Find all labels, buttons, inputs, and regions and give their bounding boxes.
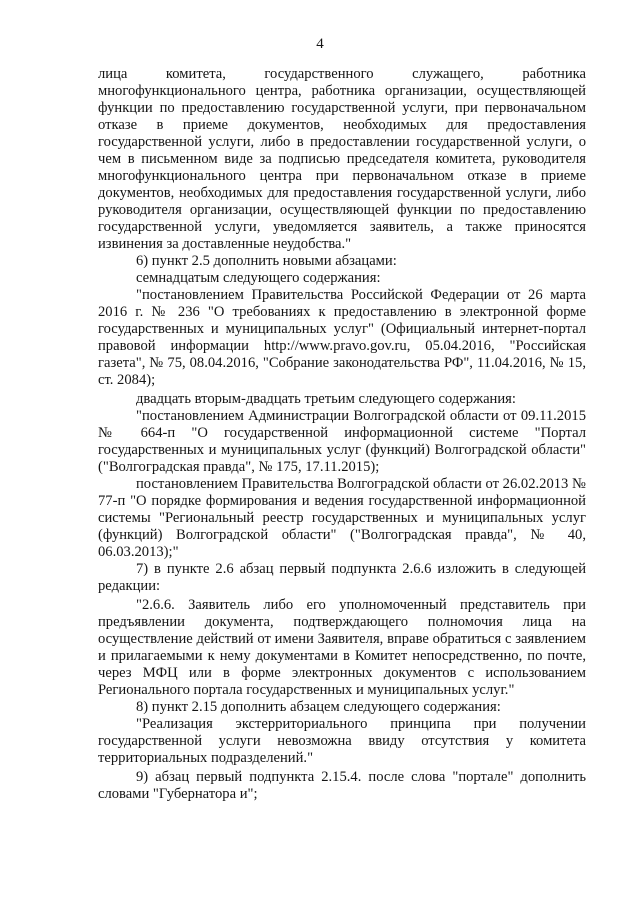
paragraph-item-8: 8) пункт 2.15 дополнить абзацем следующего содержания: bbox=[136, 699, 501, 715]
paragraph-government-decree-77: постановлением Правительства Волгоградской области от 26.02.2013 № 77-п "О порядке формирования и ведения государственной информационной системы "Региональный реестр государственных и муниципальных услуг (функций) Волгоградской области" ("Волгоградская правда", № 40, 06.03.2013);" bbox=[98, 476, 586, 560]
paragraph-continuation: лица комитета, государственного служащего, работника многофункционального центра, работника организации, осуществляющей функции по предоставлению государственной услуги, при первоначальном отказе в приеме документов, необходимых для предоставления государственной услуги, либо в предоставлении государственной услуги, о чем в письменном виде за подписью председателя комитета, руководителя многофункционального центра при первоначальном отказе в приеме документов, необходимых для предоставления государственной услуги, либо руководителя организации, осуществляющей функции по предоставлению государственной услуги, уведомляется заявитель, а также приносятся извинения за доставленные неудобства." bbox=[98, 66, 586, 252]
paragraph-administration-decree-664: "постановлением Администрации Волгоградской области от 09.11.2015 № 664-п "О государственной информационной системе "Портал государственных и муниципальных услуг (функций) Волгоградской области" ("Волгоградская правда", № 175, 17.11.2015); bbox=[98, 408, 586, 475]
document-body bbox=[98, 66, 586, 803]
paragraph-item-9: 9) абзац первый подпункта 2.15.4. после слова "портале" дополнить словами "Губернатора и"; bbox=[98, 769, 586, 802]
paragraph-government-decree-236: "постановлением Правительства Российской Федерации от 26 марта 2016 г. № 236 "О требованиях к предоставлению в электронной форме государственных и муниципальных услуг" (Официальный интернет-портал правовой информации http://www.pravo.gov.ru, 05.04.2016, "Российская газета", № 75, 08.04.2016, "Собрание законодательства РФ", 11.04.2016, № 15, ст. 2084); bbox=[98, 287, 586, 388]
paragraph-extraterritorial-principle: "Реализация экстерриториального принципа при получении государственной услуги невозможна ввиду отсутствия у комитета территориальных подразделений." bbox=[98, 716, 586, 766]
page-number: 4 bbox=[316, 36, 324, 52]
paragraph-item-7: 7) в пункте 2.6 абзац первый подпункта 2.6.6 изложить в следующей редакции: bbox=[98, 561, 586, 594]
paragraph-item-6-seventeenth: семнадцатым следующего содержания: bbox=[136, 270, 381, 286]
paragraph-item-6: 6) пункт 2.5 дополнить новыми абзацами: bbox=[136, 253, 397, 269]
paragraph-clause-2-6-6: "2.6.6. Заявитель либо его уполномоченный представитель при предъявлении документа, подтверждающего полномочия лица на осуществление действий от имени Заявителя, вправе обратиться с заявлением и прилагаемыми к нему документами в Комитет непосредственно, по почте, через МФЦ или в форме электронных документов с использованием Регионального портала государственных и муниципальных услуг." bbox=[98, 597, 586, 698]
paragraph-item-6-twenty-second: двадцать вторым-двадцать третьим следующего содержания: bbox=[136, 391, 516, 407]
